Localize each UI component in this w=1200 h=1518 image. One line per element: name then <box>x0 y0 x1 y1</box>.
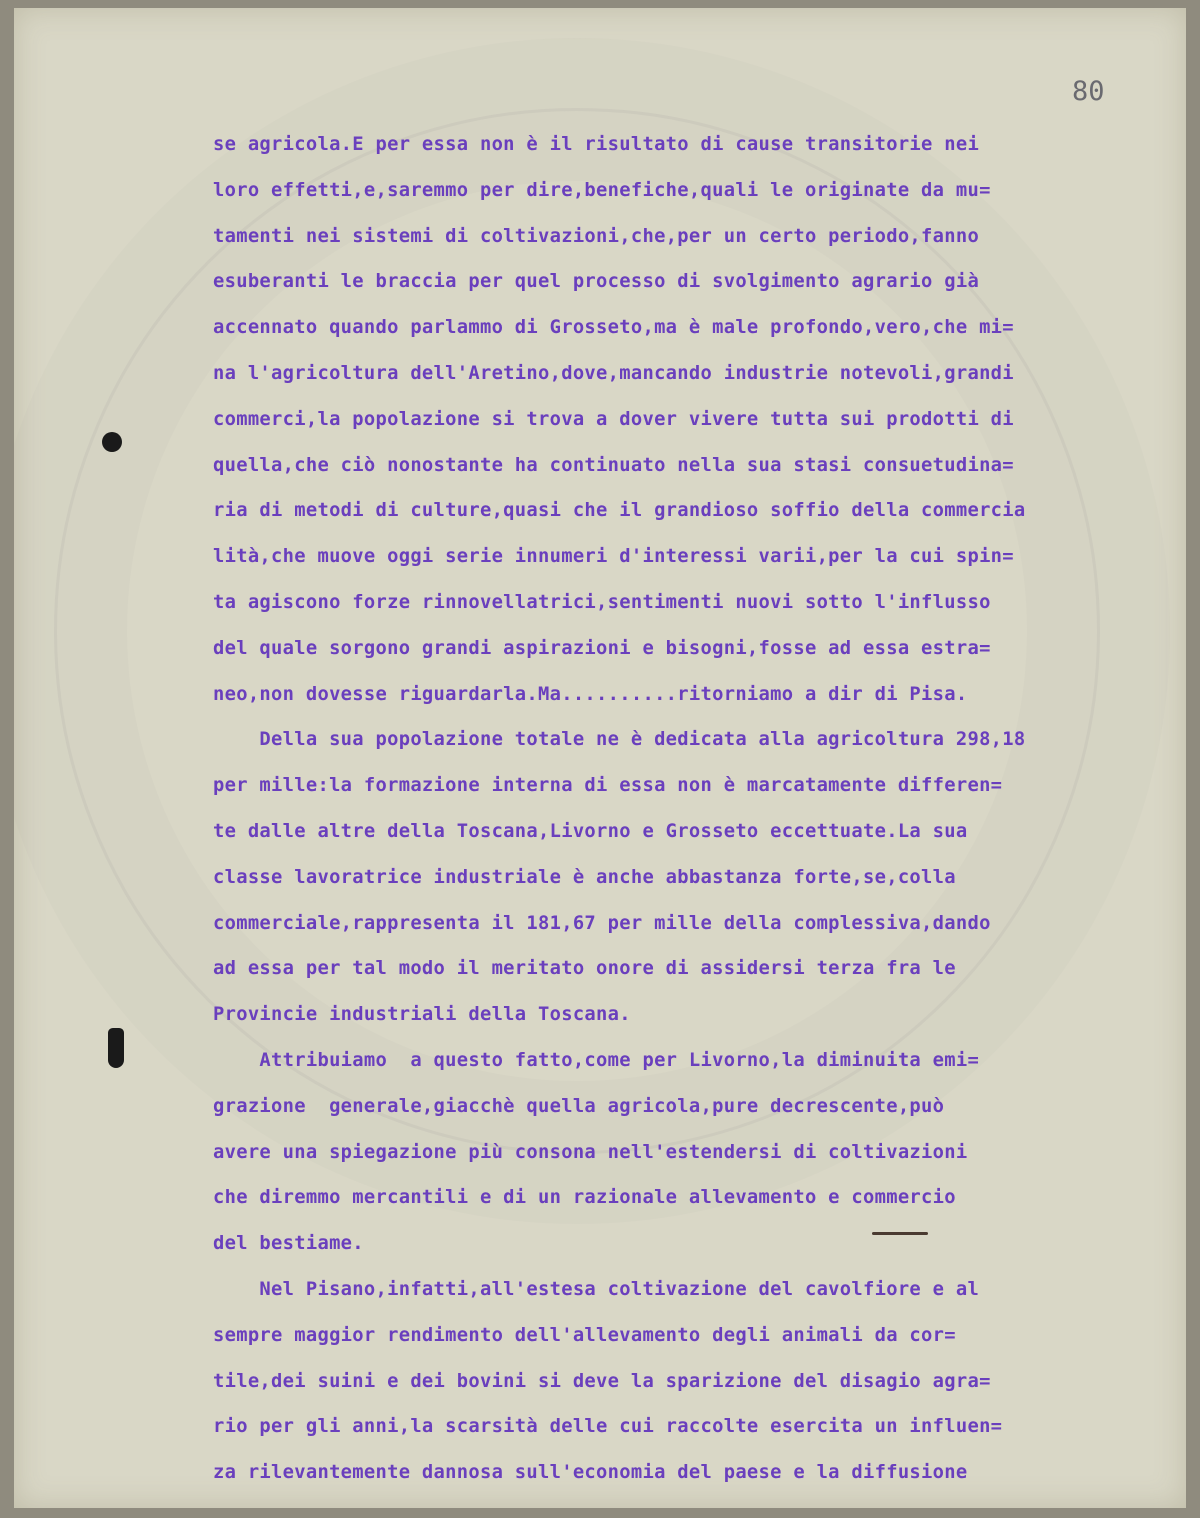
text-line: rio per gli anni,la scarsità delle cui raccolte esercita un influen= <box>213 1416 1003 1438</box>
text-line: neo,non dovesse riguardarla.Ma..........ritorniamo a dir di Pisa. <box>213 683 968 705</box>
text-line: commerci,la popolazione si trova a dover vivere tutta sui prodotti di <box>213 408 1014 430</box>
text-line: quella,che ciò nonostante ha continuato nella sua stasi consuetudina= <box>213 454 1014 476</box>
text-line: Nel Pisano,infatti,all'estesa coltivazione del cavolfiore e al <box>213 1278 980 1300</box>
text-line: Della sua popolazione totale ne è dedicata alla agricoltura 298,18 <box>213 729 1026 751</box>
text-line: del quale sorgono grandi aspirazioni e bisogni,fosse ad essa estra= <box>213 637 991 659</box>
text-line: ria di metodi di culture,quasi che il grandioso soffio della commercia <box>213 500 1026 522</box>
text-line: loro effetti,e,saremmo per dire,benefiche,quali le originate da mu= <box>213 179 991 201</box>
text-line: ta agiscono forze rinnovellatrici,sentimenti nuovi sotto l'influsso <box>213 591 991 613</box>
text-line: esuberanti le braccia per quel processo di svolgimento agrario già <box>213 271 980 293</box>
text-line: per mille:la formazione interna di essa non è marcatamente differen= <box>213 775 1003 797</box>
text-line: na l'agricoltura dell'Aretino,dove,mancando industrie notevoli,grandi <box>213 362 1014 384</box>
text-line: sempre maggior rendimento dell'allevamento degli animali da cor= <box>213 1324 956 1346</box>
text-line: Attribuiamo a questo fatto,come per Livorno,la diminuita emi= <box>213 1049 980 1071</box>
text-line: avere una spiegazione più consona nell'estendersi di coltivazioni <box>213 1141 968 1163</box>
page-number: 80 <box>1072 76 1105 107</box>
text-line: che diremmo mercantili e di un razionale allevamento e commercio <box>213 1187 956 1209</box>
punch-hole-bottom <box>108 1028 124 1068</box>
text-line: lità,che muove oggi serie innumeri d'interessi varii,per la cui spin= <box>213 546 1014 568</box>
text-line: classe lavoratrice industriale è anche abbastanza forte,se,colla <box>213 866 956 888</box>
text-line: te dalle altre della Toscana,Livorno e Grosseto eccettuate.La sua <box>213 820 968 842</box>
text-line: se agricola.E per essa non è il risultato di cause transitorie nei <box>213 134 980 155</box>
text-line: accennato quando parlammo di Grosseto,ma è male profondo,vero,che mi= <box>213 317 1014 339</box>
text-line: za rilevantemente dannosa sull'economia del paese e la diffusione <box>213 1462 968 1484</box>
text-line: ad essa per tal modo il meritato onore di assidersi terza fra le <box>213 958 956 980</box>
text-line: tile,dei suini e dei bovini si deve la sparizione del disagio agra= <box>213 1370 991 1392</box>
text-line: del bestiame. <box>213 1233 364 1255</box>
text-line: tamenti nei sistemi di coltivazioni,che,per un certo periodo,fanno <box>213 225 980 247</box>
text-line: grazione generale,giacchè quella agricola,pure decrescente,può <box>213 1095 945 1117</box>
punch-hole-top <box>102 432 122 452</box>
text-line: commerciale,rappresenta il 181,67 per mille della complessiva,dando <box>213 912 991 934</box>
text-line: Provincie industriali della Toscana. <box>213 1004 631 1026</box>
typewritten-body <box>213 122 1113 1496</box>
